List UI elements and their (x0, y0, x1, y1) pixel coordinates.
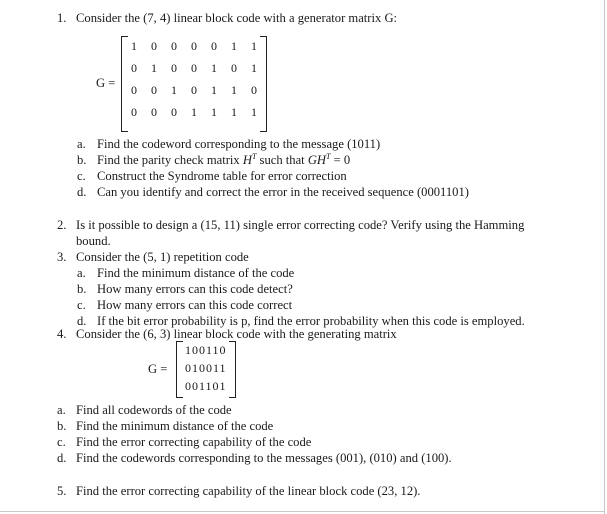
matrix-cell: 1 (231, 105, 237, 119)
matrix2-row: 010011 (185, 361, 227, 375)
matrix-cell: 0 (191, 39, 197, 53)
matrix-cell: 0 (251, 83, 257, 97)
matrix-cell: 1 (251, 61, 257, 75)
question-2-line-1: Is it possible to design a (15, 11) single error correcting code? Verify using the Hamming (76, 218, 525, 232)
generating-matrix-g (176, 341, 236, 396)
matrix-cell: 0 (191, 83, 197, 97)
q3-part-c-label: c. (77, 298, 86, 312)
matrix-cell: 0 (171, 105, 177, 119)
question-5-text: Find the error correcting capability of the linear block code (23, 12). (76, 484, 421, 498)
matrix-cell: 0 (191, 61, 197, 75)
question-3-text: Consider the (5, 1) repetition code (76, 250, 249, 264)
question-1-number: 1. (57, 11, 67, 25)
matrix-cell: 1 (131, 39, 137, 53)
page-edge-right (604, 0, 605, 514)
matrix-cell: 1 (231, 83, 237, 97)
matrix-cell: 1 (211, 105, 217, 119)
q1-part-a-label: a. (77, 137, 86, 151)
generator-matrix-g (121, 36, 267, 130)
q1-part-c-label: c. (77, 169, 86, 183)
q4-part-a-text: Find all codewords of the code (76, 403, 232, 417)
matrix2-left-bracket (176, 341, 183, 398)
question-4-number: 4. (57, 327, 67, 341)
q3-part-c-text: How many errors can this code correct (97, 298, 293, 312)
matrix-g-label: G = (96, 76, 116, 90)
matrix-g2-label: G = (148, 362, 168, 376)
matrix-cell: 0 (211, 39, 217, 53)
question-4-text: Consider the (6, 3) linear block code with the generating matrix (76, 327, 397, 341)
matrix-cell: 0 (131, 61, 137, 75)
matrix-cell: 1 (251, 39, 257, 53)
q1-part-a-text: Find the codeword corresponding to the message (1011) (97, 137, 381, 151)
matrix2-right-bracket (229, 341, 236, 398)
q3-part-a-label: a. (77, 266, 86, 280)
q1-part-d-label: d. (77, 185, 87, 199)
matrix-cell: 0 (231, 61, 237, 75)
q3-part-b-text: How many errors can this code detect? (97, 282, 293, 296)
matrix-cell: 1 (211, 61, 217, 75)
question-5-number: 5. (57, 484, 67, 498)
q4-part-d-text: Find the codewords corresponding to the messages (001), (010) and (100). (76, 451, 452, 465)
page-edge-bottom (0, 511, 605, 512)
matrix-cell: 0 (171, 39, 177, 53)
q4-part-b-text: Find the minimum distance of the code (76, 419, 274, 433)
q1-part-b-label: b. (77, 153, 87, 167)
q1-part-b-text: Find the parity check matrix $H^T$ such that $GH^T = 0$ (97, 152, 351, 167)
matrix2-row: 100110 (185, 343, 227, 357)
matrix-cell: 1 (211, 83, 217, 97)
matrix-right-bracket (260, 36, 267, 132)
q4-part-d-label: d. (57, 451, 67, 465)
q3-part-b-label: b. (77, 282, 87, 296)
matrix-cell: 0 (151, 39, 157, 53)
q3-part-a-text: Find the minimum distance of the code (97, 266, 295, 280)
q1-part-d-text: Can you identify and correct the error in the received sequence (0001101) (97, 185, 469, 199)
matrix-cell: 1 (171, 83, 177, 97)
q4-part-c-text: Find the error correcting capability of the code (76, 435, 312, 449)
matrix-cell: 1 (191, 105, 197, 119)
q1-part-c-text: Construct the Syndrome table for error correction (97, 169, 347, 183)
matrix-cell: 1 (151, 61, 157, 75)
question-3-number: 3. (57, 250, 67, 264)
question-2-number: 2. (57, 218, 67, 232)
q3-part-d-label: d. (77, 314, 87, 328)
question-2-line-2: bound. (76, 234, 111, 248)
question-1-text: Consider the (7, 4) linear block code with a generator matrix G: (76, 11, 398, 25)
q3-part-d-text: If the bit error probability is p, find the error probability when this code is employed. (97, 314, 525, 328)
matrix2-row: 001101 (185, 379, 227, 393)
matrix-cell: 1 (251, 105, 257, 119)
q4-part-c-label: c. (57, 435, 66, 449)
q4-part-b-label: b. (57, 419, 67, 433)
matrix-cell: 0 (131, 83, 137, 97)
matrix-cell: 0 (171, 61, 177, 75)
q4-part-a-label: a. (57, 403, 66, 417)
matrix-cell: 0 (151, 83, 157, 97)
matrix-cell: 0 (151, 105, 157, 119)
matrix-cell: 1 (231, 39, 237, 53)
matrix-cell: 0 (131, 105, 137, 119)
